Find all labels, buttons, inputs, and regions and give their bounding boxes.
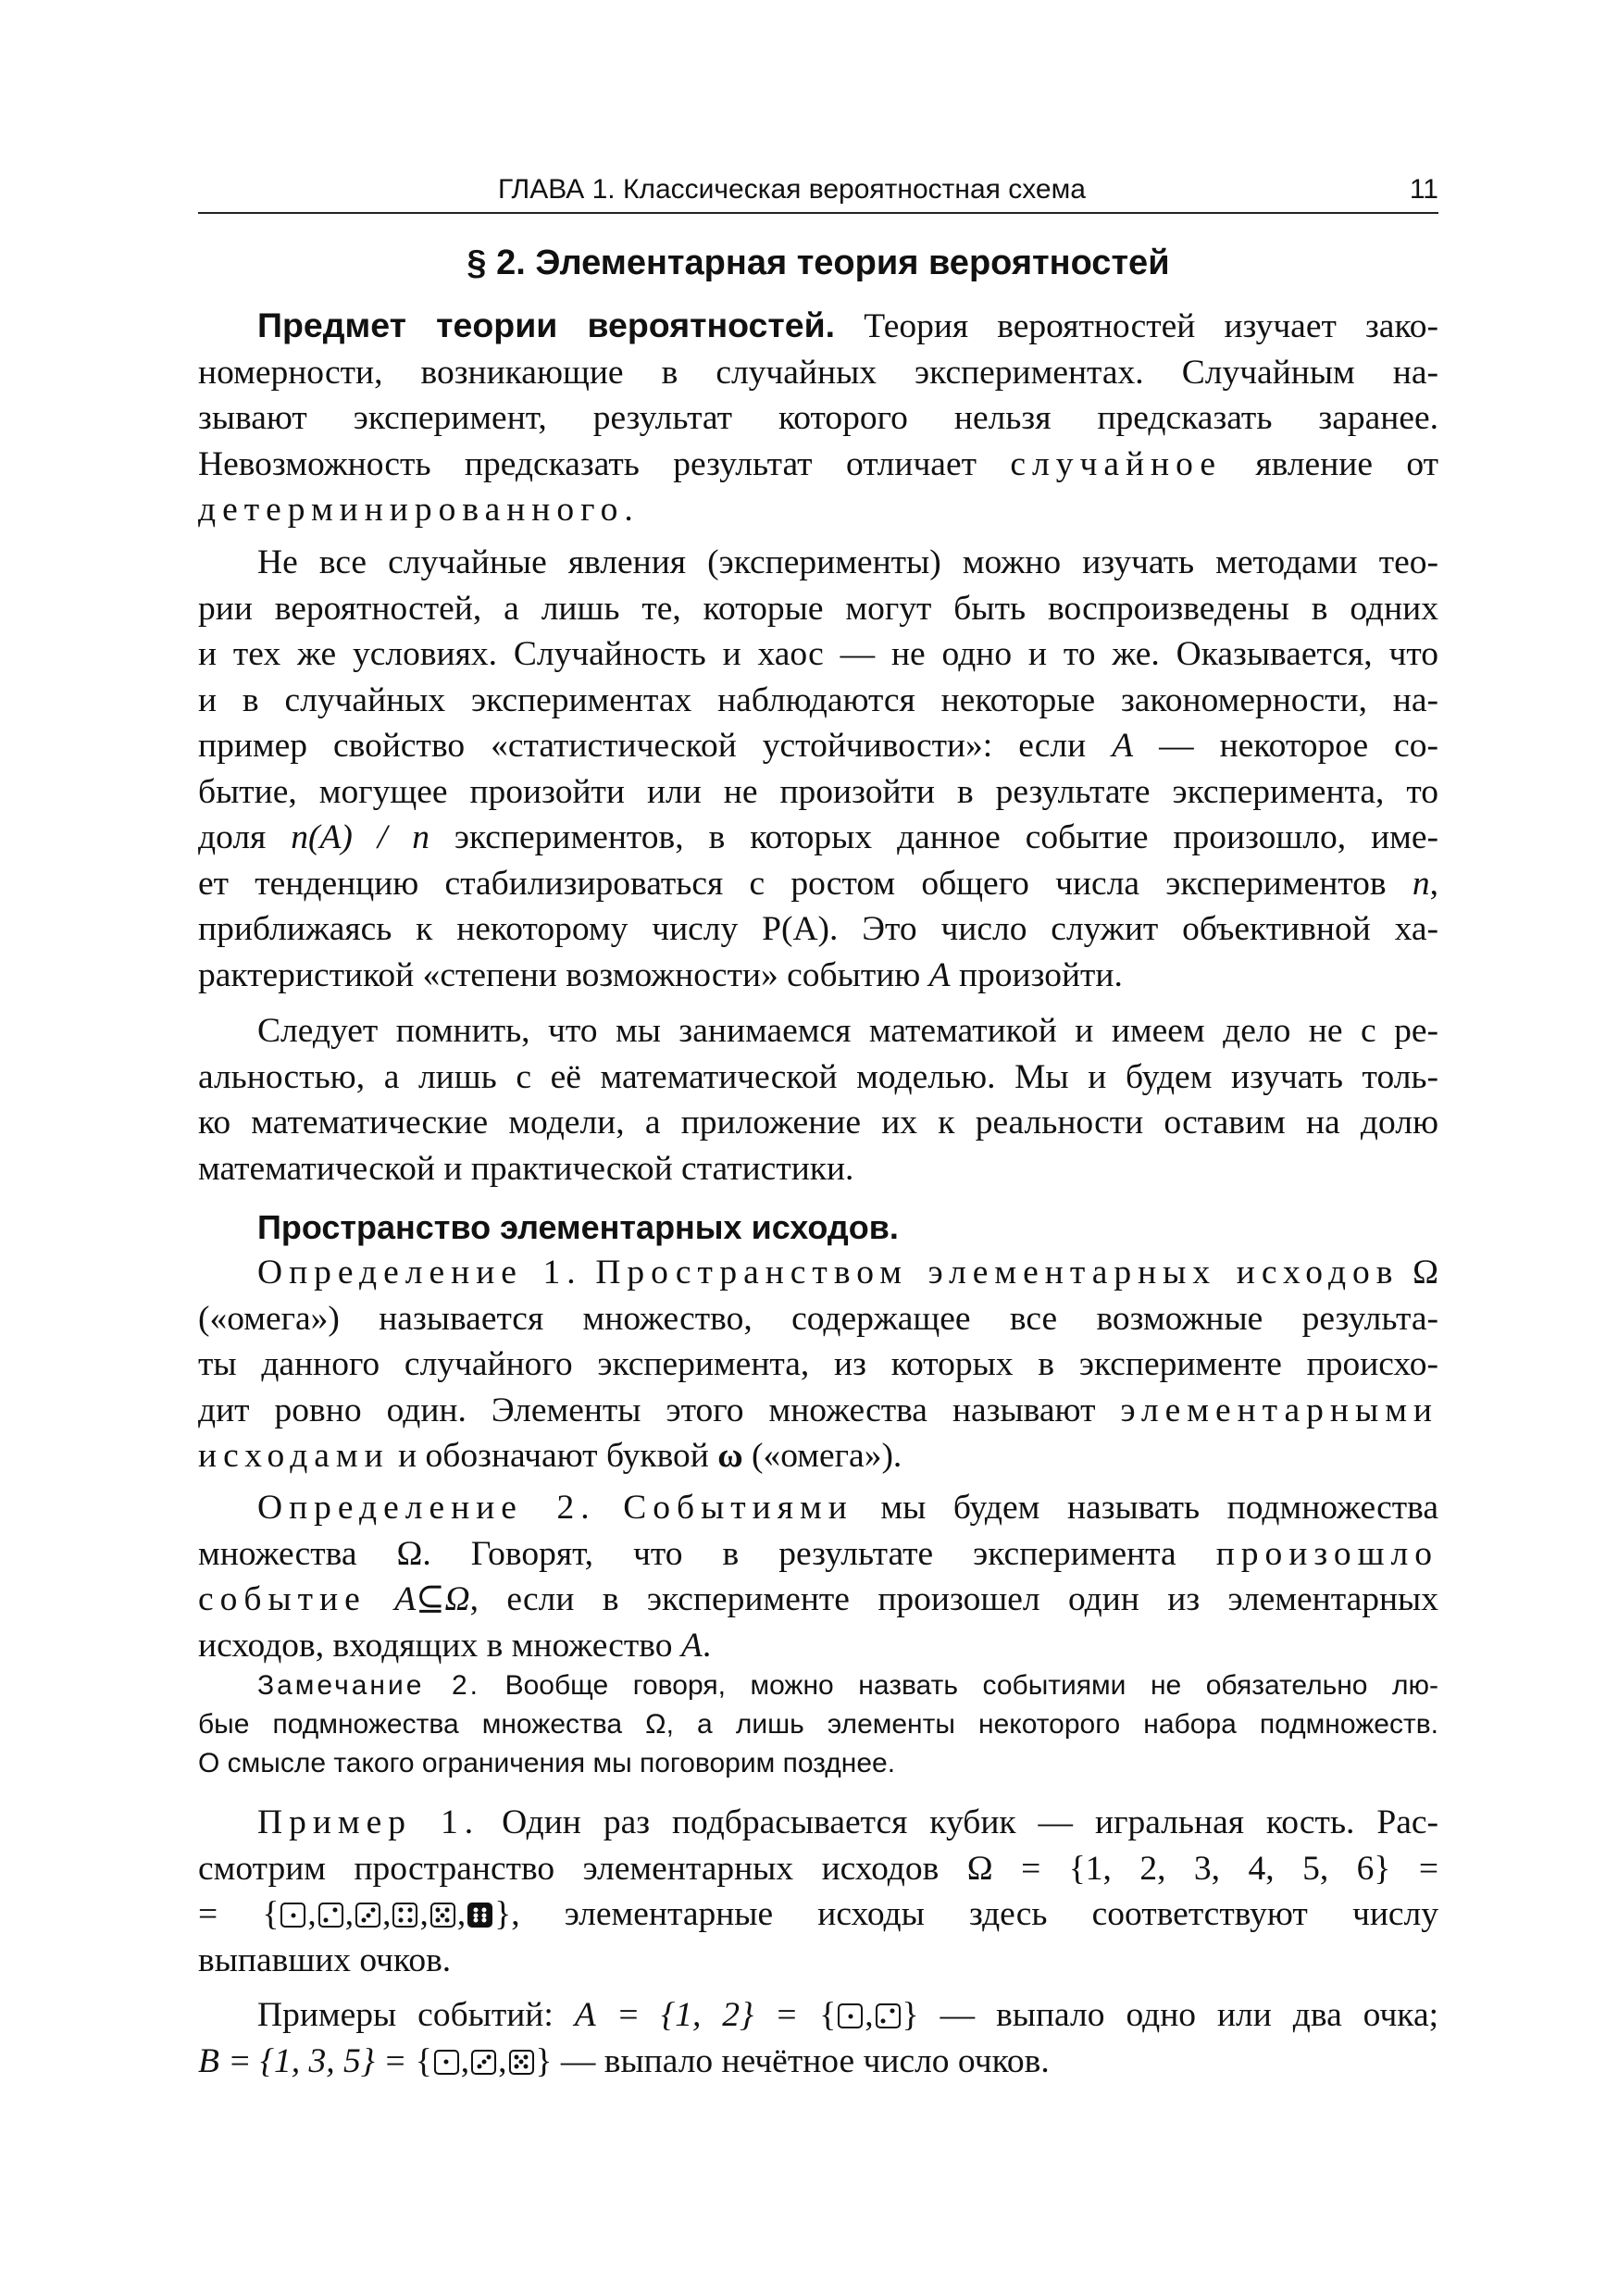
- text-line: множества Ω. Говорят, что в результате эксперимента произошло: [198, 1534, 1439, 1573]
- text-line: бые подмножества множества Ω, а лишь элементы некоторого набора подмножеств.: [198, 1709, 1438, 1740]
- math-symbol: ω: [717, 1437, 743, 1475]
- text-line: событие A⊆Ω, если в эксперименте произошел один из элементарных: [198, 1580, 1438, 1618]
- math-ratio: n(A) / n: [291, 818, 429, 856]
- text-line: Следует помнить, что мы занимаемся математикой и имеем дело не с ре-: [257, 1012, 1438, 1050]
- math-set-a: A = {1, 2} =: [574, 1996, 799, 2034]
- math-subset: A⊆Ω: [394, 1580, 470, 1618]
- text-line: Определение 2. Событиями мы будем называть подмножества: [257, 1489, 1438, 1527]
- definition-label: Определение 2.: [257, 1489, 596, 1527]
- definition-1: [198, 1250, 1438, 1479]
- math-symbol: n: [1412, 864, 1430, 903]
- text-line: пример свойство «статистической устойчивости»: если A — некоторое со-: [198, 727, 1438, 765]
- paragraph-3: [198, 1008, 1438, 1192]
- math-symbol: Ω: [966, 1849, 993, 1888]
- text-line: Замечание 2. Вообще говоря, можно назвать событиями не обязательно лю-: [257, 1670, 1439, 1701]
- text-line: приближаясь к некоторому числу P(A). Это число служит объективной ха-: [198, 910, 1439, 948]
- text-line: математической и практической статистики.: [198, 1149, 854, 1188]
- subsection-heading: Пространство элементарных исходов.: [257, 1208, 899, 1246]
- text-line: B = {1, 3, 5} = { , , } — выпало нечётное число очков.: [198, 2041, 1050, 2080]
- running-header: [198, 169, 1438, 214]
- chapter-title: ГЛАВА 1. Классическая вероятностная схема: [498, 174, 1086, 205]
- example-events: [198, 1992, 1438, 2084]
- dice-set-b: { , , }: [415, 2041, 553, 2080]
- math-set-b: B = {1, 3, 5} =: [198, 2041, 407, 2080]
- defined-term: элементарными: [1120, 1391, 1438, 1429]
- text-line: выпавших очков.: [198, 1940, 452, 1979]
- definition-2: [198, 1485, 1438, 1668]
- text-line: и тех же условиях. Случайность и хаос — не одно и то же. Оказывается, что: [198, 635, 1438, 673]
- text-line: альностью, а лишь с её математической моделью. Мы и будем изучать толь-: [198, 1057, 1438, 1096]
- math-probability: P(A): [762, 910, 830, 948]
- die-face-1-icon: [434, 2050, 459, 2075]
- text-line: [198, 1250, 1438, 1296]
- text-line: дит ровно один. Элементы этого множества называют элементарными: [198, 1391, 1438, 1429]
- die-face-6-icon: [467, 1903, 492, 1928]
- text-line: бытие, могущее произойти или не произойти в результате эксперимента, то: [198, 772, 1438, 811]
- text-line: Не все случайные явления (эксперименты) можно изучать методами тео-: [257, 543, 1438, 581]
- page-number: 11: [1409, 174, 1438, 205]
- text-line: Пример 1. Один раз подбрасывается кубик — игральная кость. Рас-: [257, 1803, 1439, 1841]
- text-line: ты данного случайного эксперимента, из которых в эксперименте происхо-: [198, 1345, 1438, 1383]
- die-face-5-icon: [509, 2050, 534, 2075]
- dice-set-omega: { , , , , , }: [262, 1895, 512, 1933]
- emphasis: случайное: [1010, 444, 1222, 483]
- text-line: детерминированного.: [198, 491, 633, 529]
- math-symbol: Ω: [645, 1709, 666, 1740]
- section-title: § 2. Элементарная теория вероятностей: [467, 243, 1170, 282]
- math-symbol: A: [680, 1626, 703, 1665]
- die-face-5-icon: [430, 1903, 455, 1928]
- text-line: исходами и обозначают буквой ω («омега»).: [198, 1437, 902, 1475]
- remark-label: Замечание 2.: [257, 1670, 481, 1701]
- text-line: ко математические модели, а приложение их к реальности оставим на долю: [198, 1104, 1438, 1142]
- text-line: номерности, возникающие в случайных экспериментах. Случайным на-: [198, 353, 1438, 392]
- emphasis: произошло: [1215, 1534, 1439, 1573]
- text-line: рии вероятностей, а лишь те, которые могут быть воспроизведены в одних: [198, 589, 1438, 628]
- text-line: зывают эксперимент, результат которого нельзя предсказать заранее.: [198, 399, 1438, 437]
- defined-term: исходами: [198, 1437, 390, 1475]
- math-symbol: Ω: [396, 1534, 423, 1573]
- text-line: смотрим пространство элементарных исходов Ω = {1, 2, 3, 4, 5, 6} =: [198, 1849, 1439, 1888]
- text-line: Примеры событий: A = {1, 2} = { , } — выпало одно или два очка;: [257, 1996, 1439, 2034]
- math-symbol: Ω: [1413, 1254, 1439, 1292]
- example-1: [198, 1800, 1438, 1983]
- text-line: О смысле такого ограничения мы поговорим позднее.: [198, 1748, 896, 1778]
- text-line: доля n(A) / n экспериментов, в которых данное событие произошло, име-: [198, 818, 1439, 856]
- die-face-1-icon: [280, 1903, 305, 1928]
- math-symbol: A: [928, 955, 951, 994]
- defined-term: Событиями: [623, 1489, 853, 1527]
- text-line: Невозможность предсказать результат отличает случайное явление от: [198, 444, 1439, 483]
- die-face-1-icon: [838, 2003, 863, 2028]
- text-line: = { , , , , , }, элементарные исходы здесь соответствуют числу: [198, 1895, 1438, 1933]
- die-face-2-icon: [318, 1903, 343, 1928]
- text-line: исходов, входящих в множество A.: [198, 1626, 712, 1665]
- paragraph-lead: Предмет теории вероятностей.: [257, 306, 836, 344]
- paragraph-2: [198, 540, 1438, 998]
- die-face-3-icon: [355, 1903, 380, 1928]
- remark-2: [198, 1666, 1438, 1783]
- die-face-2-icon: [876, 2003, 901, 2028]
- text-line: Предмет теории вероятностей. Теория вероятностей изучает зако-: [257, 306, 1438, 345]
- emphasis: детерминированного: [198, 491, 625, 529]
- paragraph-1: [198, 303, 1438, 533]
- definition-label: Определение 1.: [257, 1254, 582, 1292]
- example-label: Пример 1.: [257, 1803, 480, 1841]
- text-line: рактеристикой «степени возможности» событию A произойти.: [198, 955, 1123, 994]
- emphasis: событие: [198, 1580, 367, 1618]
- defined-term: Пространством элементарных исходов: [595, 1254, 1400, 1292]
- dice-set-a: { , }: [819, 1996, 919, 2034]
- text-line: и в случайных экспериментах наблюдаются некоторые закономерности, на-: [198, 680, 1438, 719]
- text-line: («омега») называется множество, содержащее все возможные результа-: [198, 1299, 1438, 1338]
- die-face-4-icon: [392, 1903, 417, 1928]
- die-face-3-icon: [471, 2050, 496, 2075]
- math-set: = {1, 2, 3, 4, 5, 6} =: [1021, 1849, 1439, 1888]
- math-symbol: A: [1112, 727, 1134, 765]
- text-line: ет тенденцию стабилизироваться с ростом общего числа экспериментов n,: [198, 864, 1438, 903]
